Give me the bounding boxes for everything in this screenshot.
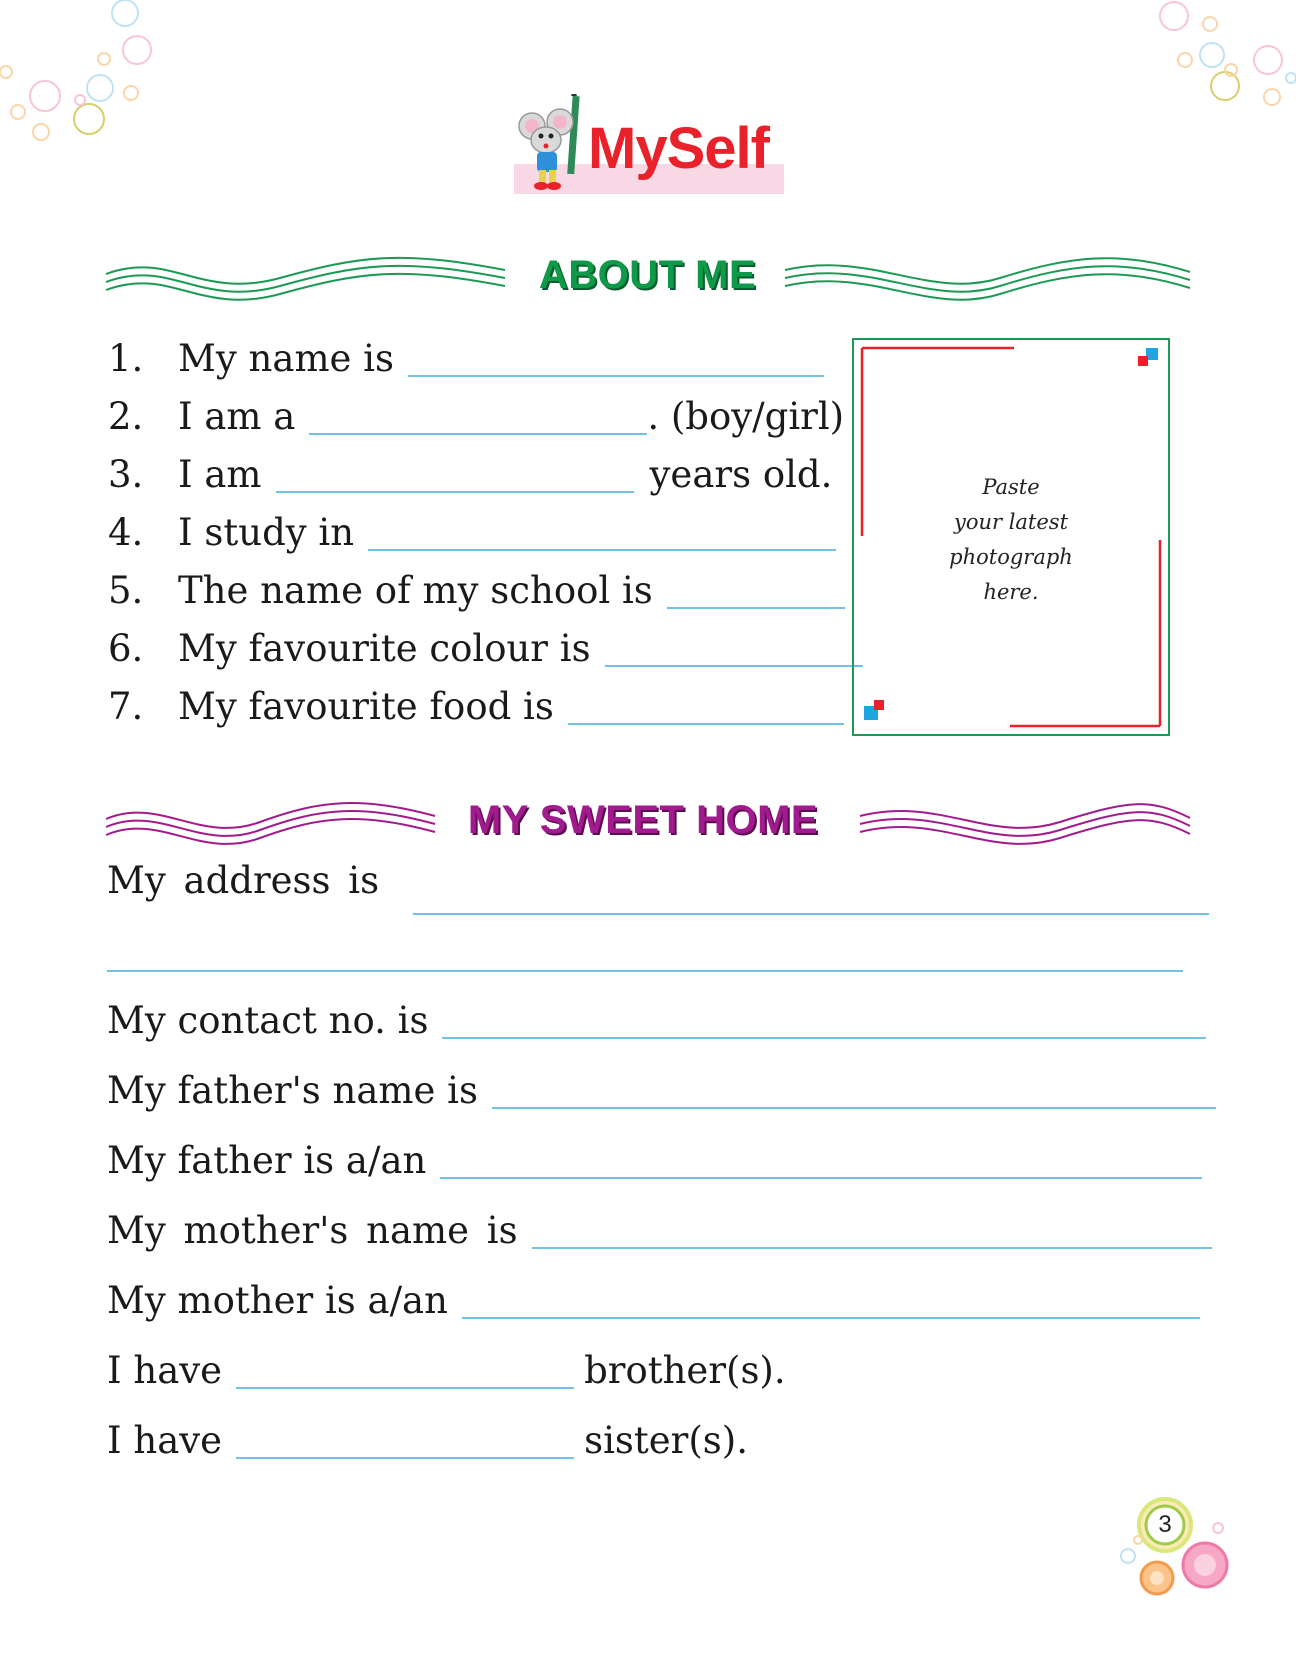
father-name-row	[107, 1069, 1216, 1112]
gender-field[interactable]	[309, 432, 647, 435]
item-label: My mother's name is	[107, 1209, 518, 1252]
item-suffix: years old.	[649, 453, 833, 496]
favourite-food-field[interactable]	[568, 722, 844, 725]
brothers-count-field[interactable]	[236, 1386, 574, 1389]
photo-text-line: here.	[983, 580, 1039, 604]
item-label: My contact no. is	[107, 999, 429, 1042]
item-number: 7.	[108, 685, 144, 728]
about-item-6	[108, 627, 873, 670]
item-label: I have	[107, 1349, 223, 1392]
item-number: 2.	[108, 395, 144, 438]
about-me-heading: ABOUT ME	[538, 253, 757, 297]
name-field[interactable]	[408, 374, 824, 377]
item-number: 6.	[108, 627, 144, 670]
age-field[interactable]	[276, 490, 634, 493]
item-label: My favourite food is	[178, 685, 554, 728]
bubbles-top-right-icon	[1160, 2, 1296, 105]
photo-box[interactable]	[852, 338, 1170, 736]
contact-number-field[interactable]	[442, 1036, 1206, 1039]
item-number: 3.	[108, 453, 144, 496]
brothers-row	[107, 1349, 786, 1392]
mother-name-field[interactable]	[532, 1246, 1212, 1249]
item-label: I study in	[178, 511, 355, 554]
mother-occupation-row	[107, 1279, 1200, 1322]
title-text: MySelf	[588, 116, 769, 181]
address-field-line-2[interactable]	[107, 970, 1183, 972]
sweet-home-wave-right	[860, 804, 1190, 844]
about-item-4	[108, 511, 846, 554]
father-name-field[interactable]	[492, 1106, 1216, 1109]
bubbles-top-left-icon	[0, 0, 151, 140]
about-me-wave-right	[785, 258, 1190, 300]
sweet-home-wave-left	[106, 803, 435, 844]
item-suffix: brother(s).	[584, 1349, 786, 1392]
item-label: My father is a/an	[107, 1139, 427, 1182]
mouse-with-pencil-icon	[510, 94, 596, 194]
mother-name-row	[107, 1209, 1212, 1252]
item-label: My mother is a/an	[107, 1279, 448, 1322]
father-occupation-field[interactable]	[440, 1176, 1202, 1179]
item-number: 4.	[108, 511, 144, 554]
page-title	[506, 92, 782, 204]
item-number: 5.	[108, 569, 144, 612]
item-label: My favourite colour is	[178, 627, 591, 670]
father-occupation-row	[107, 1139, 1202, 1182]
sisters-count-field[interactable]	[236, 1456, 574, 1459]
class-field[interactable]	[368, 548, 836, 551]
item-suffix: sister(s).	[584, 1419, 748, 1462]
school-name-field[interactable]	[667, 606, 845, 609]
favourite-colour-field[interactable]	[605, 664, 863, 667]
item-number: 1.	[108, 337, 144, 380]
address-row	[107, 859, 1219, 902]
item-label: My address is	[107, 859, 380, 902]
item-label: My father's name is	[107, 1069, 478, 1112]
item-label: I am	[178, 453, 262, 496]
about-item-3	[108, 453, 833, 496]
sweet-home-heading: MY SWEET HOME	[467, 798, 819, 842]
page-number: 3	[1150, 1510, 1180, 1540]
photo-text-line: photograph	[949, 545, 1073, 569]
item-suffix: . (boy/girl)	[647, 395, 845, 438]
mother-occupation-field[interactable]	[462, 1316, 1200, 1319]
item-label: I am a	[178, 395, 296, 438]
about-me-wave-left	[106, 258, 505, 300]
item-label: My name is	[178, 337, 395, 380]
photo-instructions	[854, 470, 1168, 610]
about-item-5	[108, 569, 855, 612]
item-label: The name of my school is	[178, 569, 653, 612]
sisters-row	[107, 1419, 748, 1462]
contact-row	[107, 999, 1206, 1042]
about-item-1	[108, 337, 834, 380]
about-item-7	[108, 685, 854, 728]
photo-text-line: your latest	[953, 510, 1069, 534]
photo-text-line: Paste	[982, 475, 1040, 499]
address-field-line-1[interactable]	[413, 912, 1209, 915]
item-label: I have	[107, 1419, 223, 1462]
about-item-2	[108, 395, 845, 438]
